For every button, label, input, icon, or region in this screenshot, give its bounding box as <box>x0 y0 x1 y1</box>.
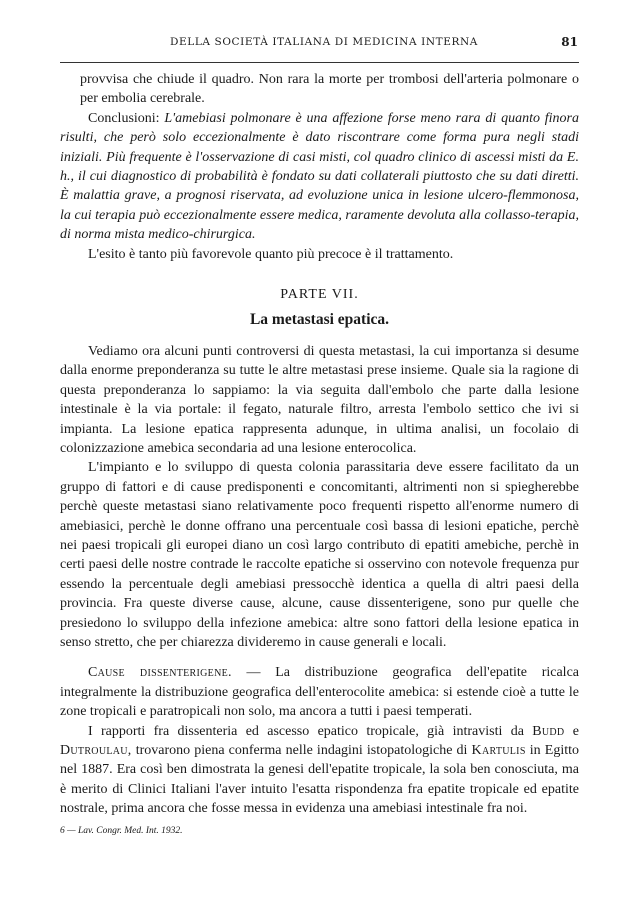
paragraph-outcome: L'esito è tanto più favorevole quanto più precoce è il trattamento. <box>88 246 454 262</box>
author-dutroulau: Dutroulau, <box>60 743 132 758</box>
history-text-b: e <box>572 723 580 739</box>
paragraph-conclusions <box>60 109 579 245</box>
body-text <box>60 70 579 819</box>
author-kartulis: Kartulis <box>471 743 526 758</box>
conclusions-label: Conclusioni: <box>88 110 160 126</box>
causes-label: Cause dissenterigene. <box>88 665 232 681</box>
paragraph-continuation: provvisa che chiude il quadro. Non rara la morte per trombosi dell'arteria polmonare o per embolia cerebrale. <box>80 72 579 107</box>
paragraph-causes <box>60 663 579 721</box>
history-text-d: in Egitto nel 1887. Era così ben dimostrata la genesi dell'epatite tropicale, la sola ben conosciuta, ma è merito di Clinici Italiani l'aver intuito l'esatta rispondenza fra epatite tropicale ed epatite nostrale, prima ancora che fosse messa in evidenza una amebiasi intestinale fra noi. <box>60 743 580 817</box>
section-title: La metastasi epatica. <box>249 311 390 329</box>
part-label: PARTE VII. <box>280 287 359 303</box>
header-rule <box>60 62 579 63</box>
conclusions-text: L'amebiasi polmonare è una affezione forse meno rara di quanto finora risulti, che però solo eccezionalmente è dato riscontrare come forma pura negli stadi iniziali. Più frequente è l'osservazione di casi misti, col quadro clinico di ascessi misti da E. h., il cui diagnostico di probabilità è fondato su dati collaterali piuttosto che su dati diretti. È malattia grave, a prognosi riservata, ad evoluzione unica in lesione ulcero-flemmonosa, la cui terapia può eccezionalmente essere medica, raramente devoluta alla collasso-terapia, di norma mista medico-chirurgica. <box>60 110 580 243</box>
header-title: DELLA SOCIETÀ ITALIANA DI MEDICINA INTERNA <box>170 36 478 48</box>
paragraph-colony: L'impianto e lo sviluppo di questa colonia parassitaria deve essere facilitato da un gruppo di fattori e di cause predisponenti e concomitanti, altrimenti non si spiegherebbe perchè queste metastasi siano relativamente poco frequenti rispetto all'enorme numero di amebiasici, perchè le donne offrano una percentuale così bassa di lesioni epatiche, perchè nei paesi tropicali gli europei diano un così largo contributo di epatiti amebiche, perchè in certi paesi delle nostre contrade le raccolte epatiche si osservino con notevole frequenza pur essendo la percentuale degli amebiasi pressocchè identica a quella di altri paesi della provincia. Fra queste diverse cause, alcune, cause dissenterigene, sono pur quelle che presiedono lo sviluppo della infezione amebica: altre sono fattori della lesione epatica in senso stretto, che per chiarezza divideremo in cause generali e locali. <box>60 460 579 650</box>
paragraph-metastasis-intro: Vediamo ora alcuni punti controversi di questa metastasi, la cui importanza si desume dalla enorme preponderanza su tutte le altre metastasi prese insieme. Quale sia la ragione di questa preponderanza lo sappiamo: la via seguita dall'embolo che parte dalla lesione intestinale è la via portale: il fegato, naturale filtro, arresta l'embolo settico che ivi si impianta. La lesione epatica rappresenta adunque, in ultima analisi, un focolaio di colonizzazione amebica secondaria ad una lesione enterocolica. <box>60 343 579 456</box>
running-header <box>62 36 578 56</box>
author-budd: Budd <box>532 723 565 739</box>
history-text-a: I rapporti fra dissenteria ed ascesso epatico tropicale, già intravisti da <box>88 723 524 739</box>
history-text-c: trovarono piena conferma nelle indagini istopatologiche di <box>135 743 468 758</box>
footnote: 6 — Lav. Congr. Med. Int. 1932. <box>60 826 183 836</box>
causes-text: — La distribuzione geografica dell'epatite ricalca integralmente la distribuzione geografica dell'enterocolite amebica: si estende cioè a tutte le zone tropicali e paratropicali non solo, ma ancora a tutti i paesi temperati. <box>60 665 579 720</box>
page-number: 81 <box>561 35 578 49</box>
paragraph-history <box>60 722 579 819</box>
